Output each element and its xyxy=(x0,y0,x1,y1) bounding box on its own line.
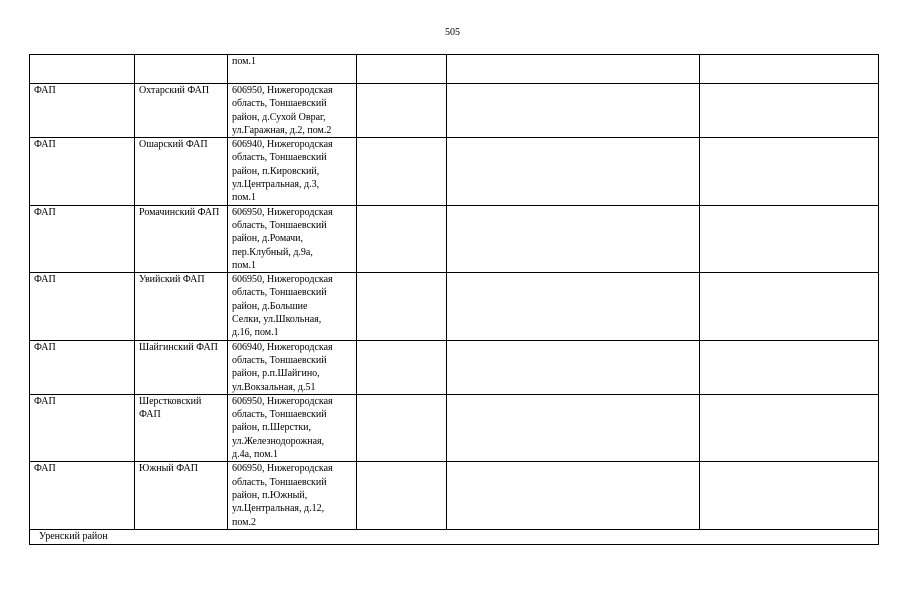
address-line: область, Тоншаевский xyxy=(232,354,327,366)
address-line: ул.Вокзальная, д.51 xyxy=(232,381,316,393)
address-line: пом.2 xyxy=(232,516,256,528)
empty-cell xyxy=(447,205,700,272)
table-row xyxy=(30,273,879,340)
address-line: ул.Железнодорожная, xyxy=(232,435,325,447)
empty-cell xyxy=(447,273,700,340)
address-line: пом.1 xyxy=(232,259,256,271)
page-number: 505 xyxy=(445,27,460,38)
address-line: 606940, Нижегородская xyxy=(232,139,333,151)
address-line: область, Тоншаевский xyxy=(232,287,327,299)
empty-cell xyxy=(357,340,447,394)
facility-address-cell xyxy=(228,462,357,529)
facility-address-cell xyxy=(228,84,357,138)
address-line: район, д.Ромачи, xyxy=(232,233,304,245)
empty-cell xyxy=(357,138,447,205)
address-line: д.16, пом.1 xyxy=(232,327,279,339)
table-row xyxy=(30,394,879,461)
empty-cell xyxy=(447,138,700,205)
address-line: пом.1 xyxy=(232,56,256,67)
facility-name-cell: Ромачинский ФАП xyxy=(135,205,228,272)
facility-address-cell xyxy=(228,138,357,205)
address-line: ул.Центральная, д.3, xyxy=(232,179,320,191)
empty-cell xyxy=(447,340,700,394)
facility-name-cell: Южный ФАП xyxy=(135,462,228,529)
empty-cell xyxy=(357,205,447,272)
address-line: 606950, Нижегородская xyxy=(232,395,333,407)
empty-cell xyxy=(700,273,879,340)
address-line: д.4а, пом.1 xyxy=(232,449,279,461)
table-body xyxy=(30,55,879,545)
table-row xyxy=(30,138,879,205)
address-line: 606950, Нижегородская xyxy=(232,463,333,475)
facility-name-cell: Ошарский ФАП xyxy=(135,138,228,205)
address-line: район, д.Большие xyxy=(232,300,308,312)
address-line: район, п.Шерстки, xyxy=(232,422,312,434)
facility-address-cell xyxy=(228,205,357,272)
address-line: 606940, Нижегородская xyxy=(232,341,333,353)
empty-cell xyxy=(700,205,879,272)
address-line: район, р.п.Шайгино, xyxy=(232,368,320,380)
facility-type-cell: ФАП xyxy=(30,84,135,138)
empty-cell xyxy=(700,340,879,394)
address-line: 606950, Нижегородская xyxy=(232,206,333,218)
facility-name-cell xyxy=(135,55,228,84)
empty-cell xyxy=(357,84,447,138)
table-row xyxy=(30,205,879,272)
address-line: область, Тоншаевский xyxy=(232,98,327,110)
facility-name-cell: Шайгинский ФАП xyxy=(135,340,228,394)
empty-cell xyxy=(700,138,879,205)
address-line: 606950, Нижегородская xyxy=(232,85,333,96)
address-line: ул.Гаражная, д.2, пом.2 xyxy=(232,124,332,136)
facility-name-cell: Увийский ФАП xyxy=(135,273,228,340)
facility-type-cell: ФАП xyxy=(30,273,135,340)
empty-cell xyxy=(357,394,447,461)
empty-cell xyxy=(447,394,700,461)
empty-cell xyxy=(357,273,447,340)
facility-address-cell xyxy=(228,340,357,394)
address-line: район, д.Сухой Овраг, xyxy=(232,111,326,123)
region-row xyxy=(30,529,879,544)
address-line: ул.Центральная, д.12, xyxy=(232,503,325,515)
address-line: 606950, Нижегородская xyxy=(232,274,333,286)
facility-address-cell xyxy=(228,55,357,84)
facility-type-cell: ФАП xyxy=(30,462,135,529)
empty-cell xyxy=(700,55,879,84)
facility-name-cell: Охтарский ФАП xyxy=(135,84,228,138)
facility-type-cell: ФАП xyxy=(30,138,135,205)
address-line: область, Тоншаевский xyxy=(232,152,327,164)
empty-cell xyxy=(700,84,879,138)
empty-cell xyxy=(447,84,700,138)
address-line: пом.1 xyxy=(232,192,256,204)
address-line: район, п.Кировский, xyxy=(232,165,320,177)
address-line: область, Тоншаевский xyxy=(232,476,327,488)
table-row xyxy=(30,55,879,84)
facility-type-cell xyxy=(30,55,135,84)
address-line: район, п.Южный, xyxy=(232,489,308,501)
region-name-cell: Уренский район xyxy=(30,529,879,544)
table-row xyxy=(30,462,879,529)
empty-cell xyxy=(357,462,447,529)
facility-address-cell xyxy=(228,394,357,461)
address-line: Селки, ул.Школьная, xyxy=(232,314,322,326)
empty-cell xyxy=(700,462,879,529)
facility-type-cell: ФАП xyxy=(30,340,135,394)
empty-cell xyxy=(357,55,447,84)
empty-cell xyxy=(447,462,700,529)
facility-type-cell: ФАП xyxy=(30,394,135,461)
facilities-table xyxy=(29,54,879,545)
facility-name-cell: Шерстковский ФАП xyxy=(135,394,228,461)
address-line: пер.Клубный, д.9а, xyxy=(232,246,313,258)
table-row xyxy=(30,340,879,394)
address-line: область, Тоншаевский xyxy=(232,219,327,231)
table-row xyxy=(30,84,879,138)
facility-address-cell xyxy=(228,273,357,340)
empty-cell xyxy=(700,394,879,461)
address-line: область, Тоншаевский xyxy=(232,409,327,421)
empty-cell xyxy=(447,55,700,84)
facility-type-cell: ФАП xyxy=(30,205,135,272)
